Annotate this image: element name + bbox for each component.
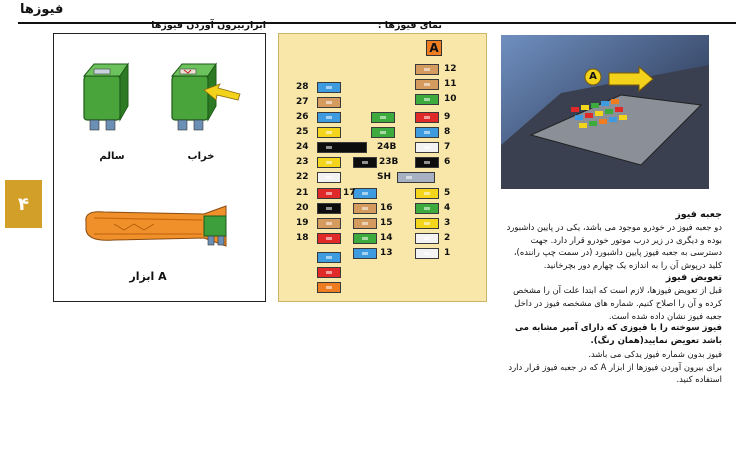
fuse-number-17: 17 [343,188,356,198]
fuse-26 [317,112,341,123]
fuse-box-location-photo [501,35,709,189]
fuse-number-13: 13 [380,248,393,258]
fuse-slot-mid-2 [371,127,395,138]
chapter-tab: ۴ [5,180,42,228]
fuse-spare-2 [317,267,341,278]
fuse-17 [353,188,377,199]
fuse-number-18: 18 [296,233,309,243]
fuse-1 [415,248,439,259]
fuse-box-photo-drawing [501,35,709,189]
fuse-number-22: 22 [296,172,309,182]
fuse-21 [317,188,341,199]
fuse-number-3: 3 [444,218,451,228]
healthy-fuse-label: سالم [99,151,125,162]
fuse-tool-illustration-panel [53,33,266,302]
fuse-14 [353,233,377,244]
fuse-replace-heading: تعویض فیوز [665,272,722,284]
fuse-number-7: 7 [444,142,451,152]
fuse-13 [353,248,377,259]
fuse-number-5: 5 [444,188,451,198]
fuse-18 [317,233,341,244]
fuse-number-1: 1 [444,248,451,258]
fuse-shunt [397,172,435,183]
fuse-spare-3 [317,282,341,293]
fuse-puller-tool-illustration [86,206,226,246]
fuse-number-sh: SH [377,172,392,182]
fuse-replace-paragraph: قبل از تعویض فیوزها، لازم است که ابتدا علت آن را مشخص کرده و آن را اصلاح کنیم. شماره های مشخصه فیوز در داخل جعبه فیوز نشان داده شده است. [513,285,722,321]
fuse-15 [353,218,377,229]
fuse-7 [415,142,439,153]
fuse-6 [415,157,439,168]
fuse-box-diagram [278,33,487,302]
fuse-number-15: 15 [380,218,393,228]
fuse-24 [317,142,367,153]
fuse-5 [415,188,439,199]
fuse-box-paragraph: دو جعبه فیوز در خودرو موجود می باشد، یکی در پایین داشبورد بوده و دیگری در زیر درب موتور خودرو قرار دارد. جهت دسترسی به جعبه فیوز پایین داشبورد (در سمت چپ راننده)، کلید درپوش آن را به اندازه یک چهارم دور بچرخانید. [506,222,722,270]
blown-fuse-label: خراب [187,151,215,162]
fuse-spare-1 [317,252,341,263]
fuse-number-8: 8 [444,127,451,137]
fuse-9 [415,112,439,123]
fuse-2 [415,233,439,244]
blown-fuse-illustration [172,64,240,130]
fuse-number-14: 14 [380,233,393,243]
fuse-number-4: 4 [444,203,451,213]
page-title: فیوزها [20,2,64,17]
fuse-20 [317,203,341,214]
tools-caption: ابزاربیرون آوردن فیوزها [151,20,266,31]
tool-a-label: ابزار A [129,270,167,283]
fuse-8 [415,127,439,138]
fuse-number-25: 25 [296,127,309,137]
fuse-19 [317,218,341,229]
fuse-number-6: 6 [444,157,451,167]
fuse-number-12: 12 [444,64,457,74]
fuse-4 [415,203,439,214]
fuse-number-11: 11 [444,79,457,89]
instructions-text [500,208,722,440]
fuse-number-26: 26 [296,112,309,122]
fuse-number-2: 2 [444,233,451,243]
fuse-panel-caption: نمای فیوزها : [377,20,442,31]
fuse-number-24: 24 [296,142,309,152]
fuse-11 [415,79,439,90]
fuse-22 [317,172,341,183]
fuse-number-19: 19 [296,218,309,228]
fuse-tool-illustration [54,34,264,300]
fuse-panel-marker-a: A [426,40,442,56]
photo-marker-a: A [589,71,597,82]
fuse-27 [317,97,341,108]
fuse-number-24b: 24B [377,142,397,152]
fuse-number-20: 20 [296,203,309,213]
fuse-warning: فیوز سوخته را با فیوزی که دارای آمپر مشابه می باشد تعویض نمایید(همان رنگ). [514,323,722,347]
spare-fuse-note: فیوز بدون شماره فیوز یدکی می باشد. [588,349,722,360]
fuse-number-9: 9 [444,112,451,122]
fuse-number-28: 28 [296,82,309,92]
fuse-25 [317,127,341,138]
fuse-number-10: 10 [444,94,457,104]
fuse-12 [415,64,439,75]
fuse-slot-mid-1 [371,112,395,123]
fuse-23 [317,157,341,168]
fuse-10 [415,94,439,105]
fuse-tool-note: برای بیرون آوردن فیوزها از ابزار A که در جعبه فیوز قرار دارد استفاده کنید. [508,361,722,385]
fuse-number-27: 27 [296,97,309,107]
fuse-16 [353,203,377,214]
fuse-3 [415,218,439,229]
fuse-23b [353,157,377,168]
fuse-number-16: 16 [380,203,393,213]
fuse-number-21: 21 [296,188,309,198]
fuse-number-23b: 23B [379,157,399,167]
healthy-fuse-illustration [84,64,128,130]
fuse-28 [317,82,341,93]
fuse-box-heading: جعبه فیوز [675,209,722,220]
fuse-number-23: 23 [296,157,309,167]
